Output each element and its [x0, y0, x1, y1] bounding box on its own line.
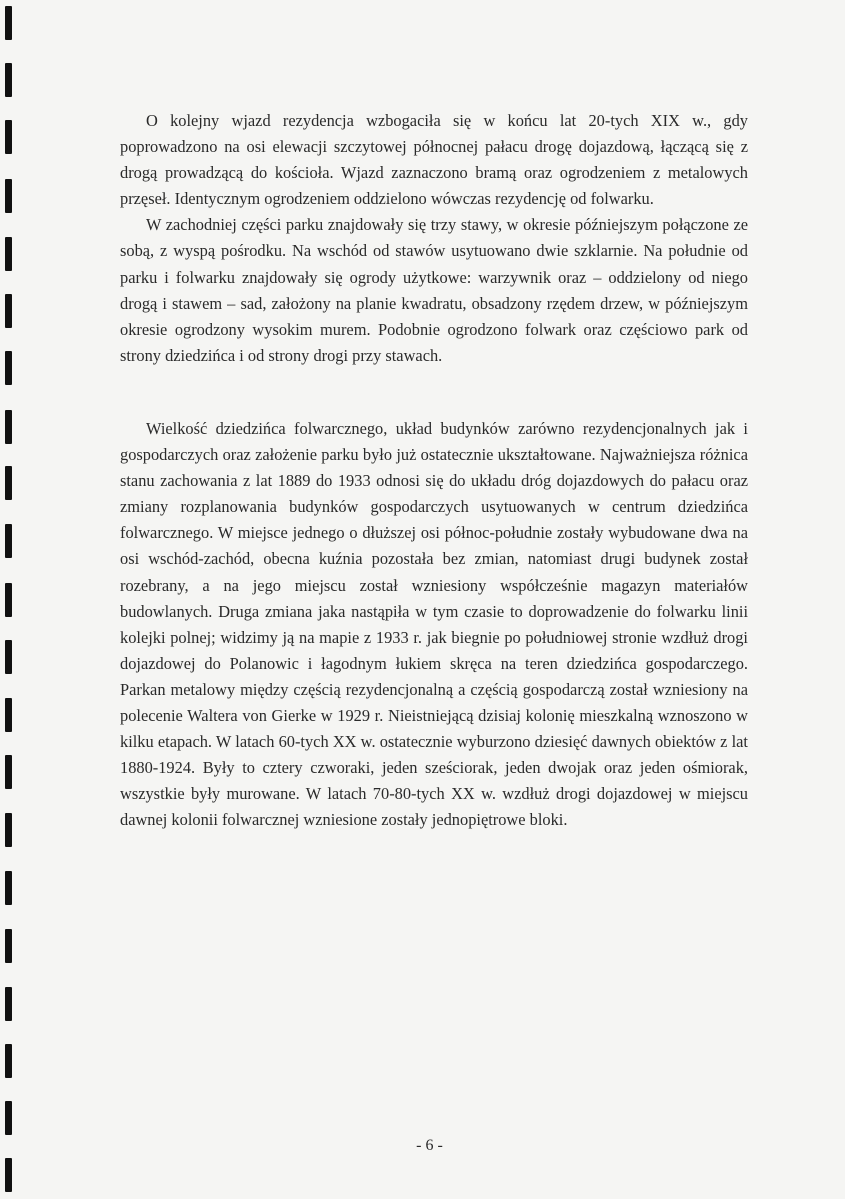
binding-hole: [5, 179, 12, 213]
binding-hole: [5, 6, 12, 40]
binding-hole: [5, 871, 12, 905]
binding-hole: [5, 755, 12, 789]
binding-hole: [5, 583, 12, 617]
binding-hole: [5, 351, 12, 385]
binding-hole: [5, 698, 12, 732]
binding-hole: [5, 1101, 12, 1135]
binding-hole: [5, 640, 12, 674]
paragraph: O kolejny wjazd rezydencja wzbogaciła się w końcu lat 20-tych XIX w., gdy poprowadzono na osi elewacji szczytowej północnej pałacu drogę dojazdową, łączącą się z drogą prowadzącą do kościoła. Wjazd zaznaczono bramą oraz ogrodzeniem z metalowych przęseł. Identycznym ogrodzeniem oddzielono wówczas rezydencję od folwarku.: [120, 111, 748, 209]
binding-hole: [5, 929, 12, 963]
binding-hole: [5, 237, 12, 271]
section-2: [120, 416, 748, 834]
binding-hole: [5, 466, 12, 500]
binding-hole: [5, 987, 12, 1021]
binding-hole: [5, 524, 12, 558]
binding-hole: [5, 120, 12, 154]
binding-hole: [5, 813, 12, 847]
binding-hole: [5, 294, 12, 328]
binding-hole: [5, 1158, 12, 1192]
paragraph: Wielkość dziedzińca folwarcznego, układ budynków zarówno rezydencjonalnych jak i gospodarczych oraz założenie parku było już ostatecznie ukształtowane. Najważniejsza różnica stanu zachowania z lat 1889 do 1933 odnosi się do układu dróg dojazdowych do pałacu oraz zmiany rozplanowania budynków gospodarczych usytuowanych w centrum dziedzińca folwarcznego. W miejsce jednego o dłuższej osi północ-południe zostały wybudowane dwa na osi wschód-zachód, obecna kuźnia pozostała bez zmian, natomiast drugi budynek został rozebrany, a na jego miejscu został wzniesiony współcześnie magazyn materiałów budowlanych. Druga zmiana jaka nastąpiła w tym czasie to doprowadzenie do folwarku linii kolejki polnej; widzimy ją na mapie z 1933 r. jak biegnie po południowej stronie wzdłuż drogi dojazdowej do Polanowic i łagodnym łukiem skręca na teren dziedzińca gospodarczego. Parkan metalowy między częścią rezydencjonalną a częścią gospodarczą został wzniesiony na polecenie Waltera von Gierke w 1929 r. Nieistniejącą dzisiaj kolonię mieszkalną wznoszono w kilku etapach. W latach 60-tych XX w. ostatecznie wyburzono dziesięć dawnych obiektów z lat 1880-1924. Były to cztery czworaki, jeden sześciorak, jeden dwojak oraz jeden ośmiorak, wszystkie były murowane. W latach 70-80-tych XX w. wzdłuż drogi dojazdowej w miejscu dawnej kolonii folwarcznej wzniesione zostały jednopiętrowe bloki.: [120, 419, 748, 830]
section-1: [120, 108, 748, 369]
page-number: - 6 -: [416, 1137, 443, 1154]
binding-hole: [5, 1044, 12, 1078]
paragraph: W zachodniej części parku znajdowały się trzy stawy, w okresie późniejszym połączone ze sobą, z wyspą pośrodku. Na wschód od stawów usytuowano dwie szklarnie. Na południe od parku i folwarku znajdowały się ogrody użytkowe: warzywnik oraz – oddzielony od niego drogą i stawem – sad, założony na planie kwadratu, obsadzony rzędem drzew, w późniejszym okresie ogrodzony wysokim murem. Podobnie ogrodzono folwark oraz częściowo park od strony dziedzińca i od strony drogi przy stawach.: [120, 215, 748, 365]
binding-hole: [5, 63, 12, 97]
binding-hole: [5, 410, 12, 444]
